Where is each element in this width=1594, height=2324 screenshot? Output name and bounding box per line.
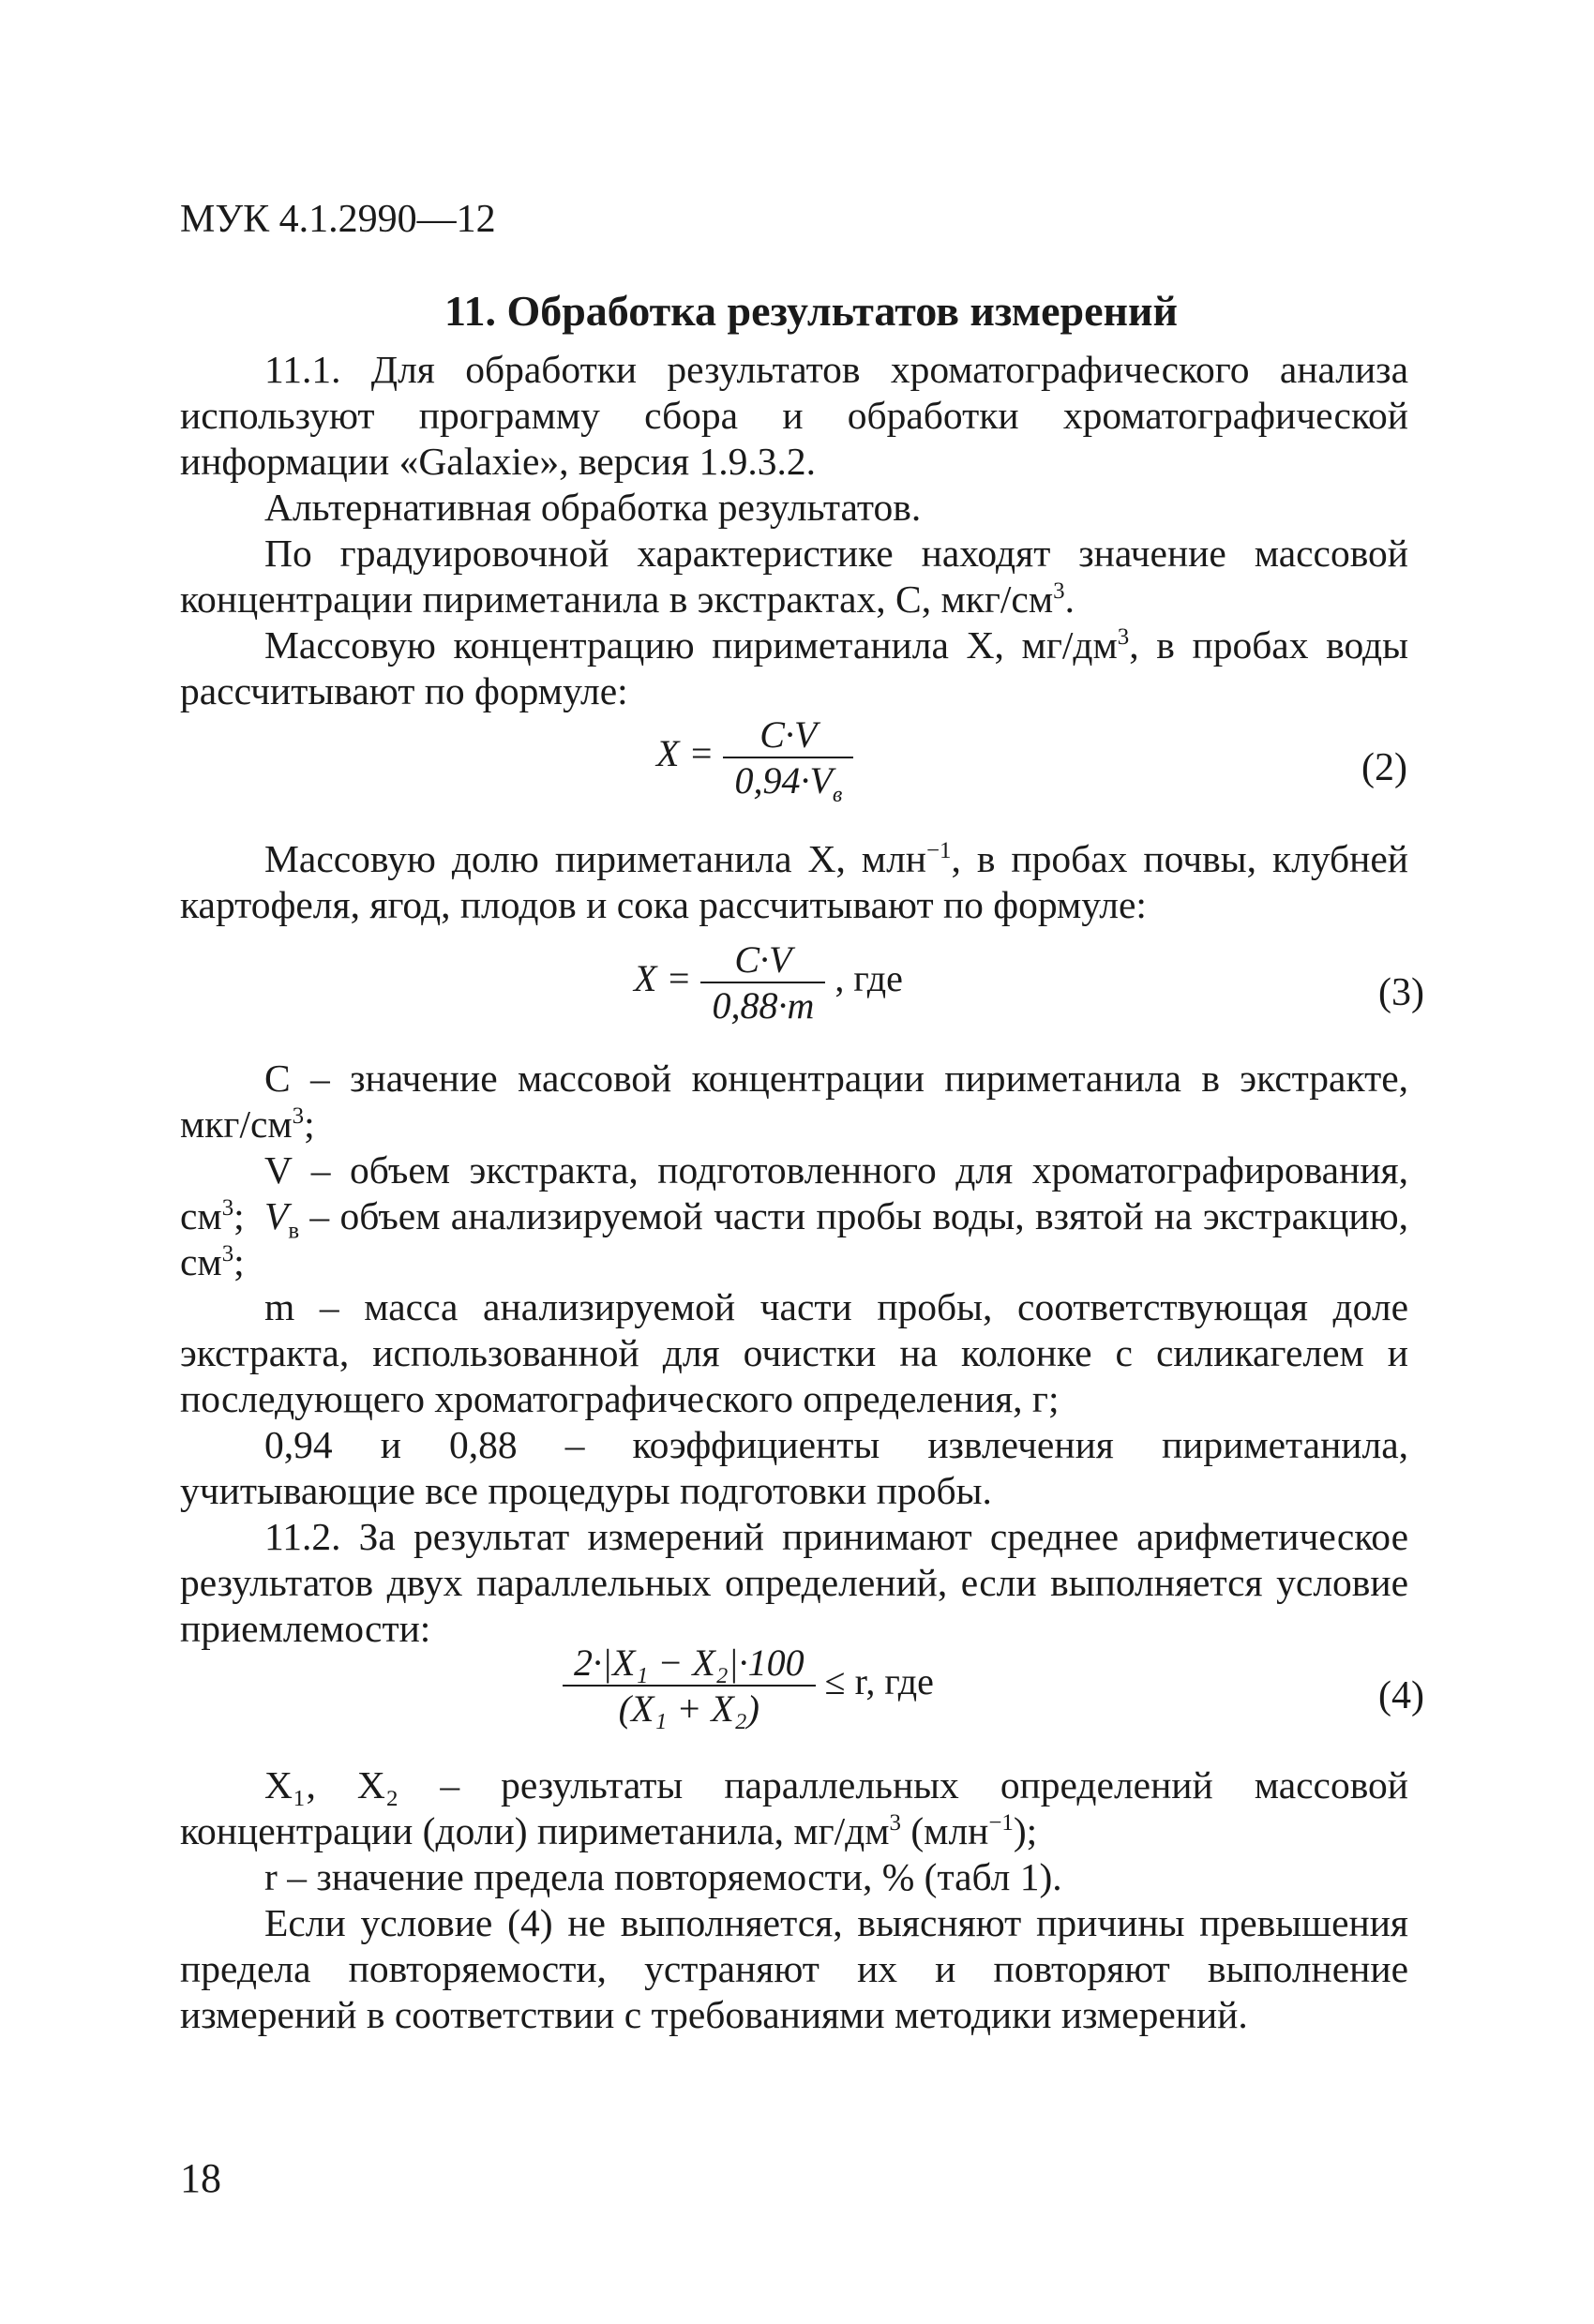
equation-suffix: ≤ r, где (824, 1660, 934, 1703)
paragraph-calibration (180, 531, 1408, 622)
text-part: (млн (900, 1809, 989, 1852)
punct: ; (233, 1194, 245, 1237)
document-code: МУК 4.1.2990—12 (180, 198, 496, 241)
paragraph-calibration-text: По градуировочной характеристике находят значение массовой концентрации пириметанила в экстрактах, C, мкг/см (180, 532, 1408, 621)
numerator: C·V (723, 712, 853, 758)
text-part: , в пробах воды рассчитывают по формуле: (180, 623, 1408, 712)
punct: ; (233, 1240, 245, 1283)
text-part: Массовую концентрацию пириметанила X, мг/дм (264, 623, 1118, 667)
definition-coefficients: 0,94 и 0,88 – коэффициенты извлечения пириметанила, учитывающие все процедуры подготовки пробы. (180, 1423, 1408, 1512)
denominator: (X₁ + X₂) (618, 1687, 759, 1730)
denominator: 0,88·m (712, 984, 815, 1027)
paragraph-11-2: 11.2. За результат измерений принимают среднее арифметическое результатов двух параллельных определений, если выполняется условие приемлемости: (180, 1515, 1408, 1650)
numerator: C·V (700, 937, 825, 983)
superscript: 3 (889, 1810, 901, 1837)
superscript: 3 (221, 1241, 234, 1267)
equation-number-2: (2) (1361, 746, 1407, 789)
definition-c (180, 1056, 1408, 1147)
paragraph-repeatability: Если условие (4) не выполняется, выясняют причины превышения предела повторяемости, устраняют их и повторяют выполнение измерений в соответствии с требованиями методики измерений. (180, 1901, 1408, 2036)
subscript: в (832, 783, 843, 807)
paragraph-water-formula-intro (180, 622, 1408, 714)
denominator-text: 0,94·V (734, 759, 833, 802)
paragraph-alternative: Альтернативная обработка результатов. (264, 486, 922, 529)
superscript: 3 (221, 1195, 234, 1222)
definition-m: m – масса анализируемой части пробы, соответствующая доле экстракта, использованной для очистки на колонке с силикагелем и последующего хроматографического определения, г; (180, 1285, 1408, 1420)
text-part: – объем анализируемой части пробы воды, взятой на экстракцию, см (180, 1194, 1408, 1283)
subscript: в (288, 1218, 300, 1244)
paragraph-11-1: 11.1. Для обработки результатов хроматографического анализа используют программу сбора и обработки хроматографической информации «Galaxie», версия 1.9.3.2. (180, 348, 1408, 483)
text-part: , в пробах почвы, клубней картофеля, ягод, плодов и сока рассчитывают по формуле: (180, 837, 1408, 926)
punct: ; (304, 1102, 315, 1146)
denominator (723, 758, 853, 807)
equation-lhs: X = (634, 957, 692, 1000)
equation-4 (563, 1641, 934, 1731)
definition-vv (180, 1193, 1408, 1285)
equation-number-4: (4) (1378, 1674, 1424, 1717)
equation-2 (656, 712, 853, 807)
section-title: 11. Обработка результатов измерений (444, 287, 1179, 335)
symbol: V (264, 1194, 289, 1237)
page-number: 18 (180, 2155, 221, 2201)
text-part: X₁, X₂ – результаты параллельных определений массовой концентрации (доли) пириметанила, мг/дм (180, 1763, 1408, 1852)
fraction (563, 1641, 816, 1731)
equation-suffix: , где (835, 957, 903, 1000)
punct: . (1064, 577, 1075, 621)
definition-r: r – значение предела повторяемости, % (табл 1). (264, 1855, 1062, 1898)
text-part: Массовую долю пириметанила X, млн (264, 837, 926, 880)
equation-lhs: X = (656, 732, 714, 775)
superscript: −1 (925, 838, 952, 864)
fraction (723, 712, 853, 807)
fraction (700, 937, 825, 1027)
text-part: V – объем экстракта, подготовленного для хроматографирования, см (180, 1148, 1408, 1237)
numerator: 2·|X₁ − X₂|·100 (563, 1641, 816, 1687)
superscript: 3 (292, 1103, 305, 1130)
equation-number-3: (3) (1378, 971, 1424, 1014)
superscript: 3 (1053, 578, 1065, 605)
equation-3 (634, 937, 903, 1027)
superscript: 3 (1117, 624, 1130, 651)
paragraph-soil-formula-intro (180, 836, 1408, 928)
definition-x1-x2 (180, 1762, 1408, 1854)
superscript: −1 (988, 1810, 1014, 1837)
text-part: C – значение массовой концентрации пириметанила в экстракте, мкг/см (180, 1057, 1408, 1146)
punct: ); (1013, 1809, 1038, 1852)
